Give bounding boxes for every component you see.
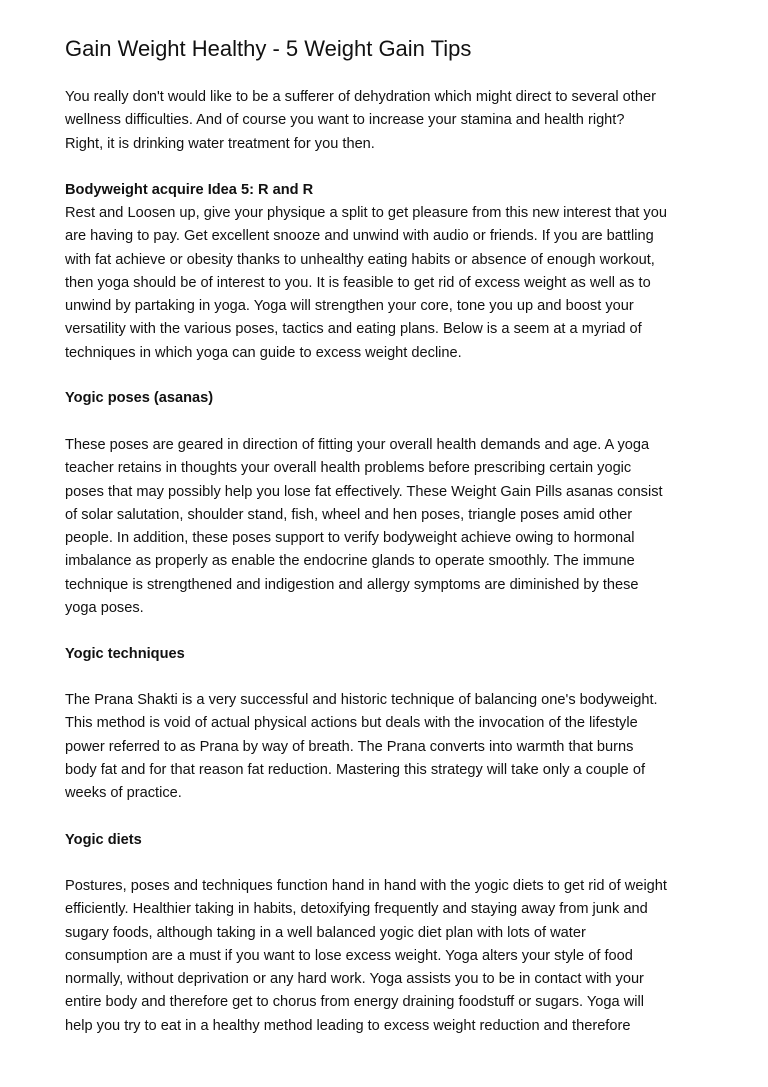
text-line: imbalance as properly as enable the endocrine glands to operate smoothly. The immune: [65, 553, 635, 570]
text-line: of solar salutation, shoulder stand, fish, wheel and hen poses, triangle poses amid other: [65, 506, 633, 523]
text-line: teacher retains in thoughts your overall health problems before prescribing certain yogic: [65, 460, 632, 477]
text-line: Postures, poses and techniques function hand in hand with the yogic diets to get rid of weight: [65, 878, 667, 894]
text-line: then yoga should be of interest to you. It is feasible to get rid of excess weight as well as to: [65, 274, 651, 291]
text-line: sugary foods, although taking in a well balanced yogic diet plan with lots of water: [65, 924, 586, 941]
text-line: power referred to as Prana by way of breath. The Prana converts into warmth that burns: [65, 738, 634, 755]
diets-paragraph: [65, 875, 725, 1038]
text-line: are having to pay. Get excellent snooze and unwind with audio or friends. If you are battling: [65, 228, 654, 245]
text-line: consumption are a must if you want to lose excess weight. Yoga alters your style of food: [65, 947, 633, 964]
poses-paragraph: [65, 434, 725, 620]
idea5-paragraph: [65, 202, 725, 365]
text-line: normally, without deprivation or any hard work. Yoga assists you to be in contact with your: [65, 971, 644, 988]
text-line: The Prana Shakti is a very successful and historic technique of balancing one's bodyweight.: [65, 692, 658, 708]
document-title: Gain Weight Healthy - 5 Weight Gain Tips: [65, 36, 472, 61]
techniques-heading: Yogic techniques: [65, 646, 185, 662]
intro-paragraph: [65, 86, 725, 156]
text-line: entire body and therefore get to chorus from energy draining foodstuff or sugars. Yoga will: [65, 994, 644, 1011]
techniques-paragraph: [65, 689, 725, 805]
text-line: Right, it is drinking water treatment for you then.: [65, 135, 375, 152]
text-line: people. In addition, these poses support to verify bodyweight achieve owing to hormonal: [65, 530, 635, 547]
idea5-heading: Bodyweight acquire Idea 5: R and R: [65, 182, 314, 198]
text-line: technique is strengthened and indigestion and allergy symptoms are diminished by these: [65, 576, 639, 593]
diets-heading: Yogic diets: [65, 832, 142, 848]
text-line: help you try to eat in a healthy method leading to excess weight reduction and therefore: [65, 1017, 631, 1034]
poses-heading: Yogic poses (asanas): [65, 390, 214, 406]
text-line: This method is void of actual physical actions but deals with the invocation of the lifestyle: [65, 715, 638, 732]
text-line: poses that may possibly help you lose fat effectively. These Weight Gain Pills asanas consist: [65, 483, 663, 500]
text-line: techniques in which yoga can guide to excess weight decline.: [65, 344, 462, 361]
text-line: with fat achieve or obesity thanks to unhealthy eating habits or absence of enough workout,: [65, 251, 655, 268]
text-line: Rest and Loosen up, give your physique a split to get pleasure from this new interest that you: [65, 205, 667, 221]
text-line: versatility with the various poses, tactics and eating plans. Below is a seem at a myriad of: [65, 321, 642, 338]
text-line: unwind by partaking in yoga. Yoga will strengthen your core, tone you up and boost your: [65, 298, 634, 315]
text-line: These poses are geared in direction of fitting your overall health demands and age. A yoga: [65, 437, 650, 453]
text-line: You really don't would like to be a sufferer of dehydration which might direct to several other: [65, 89, 656, 105]
text-line: body fat and for that reason fat reduction. Mastering this strategy will take only a couple of: [65, 761, 646, 778]
text-line: yoga poses.: [65, 600, 144, 617]
text-line: efficiently. Healthier taking in habits, detoxifying frequently and staying away from junk and: [65, 901, 648, 918]
text-line: weeks of practice.: [65, 785, 182, 802]
text-line: wellness difficulties. And of course you want to increase your stamina and health right?: [65, 112, 625, 129]
